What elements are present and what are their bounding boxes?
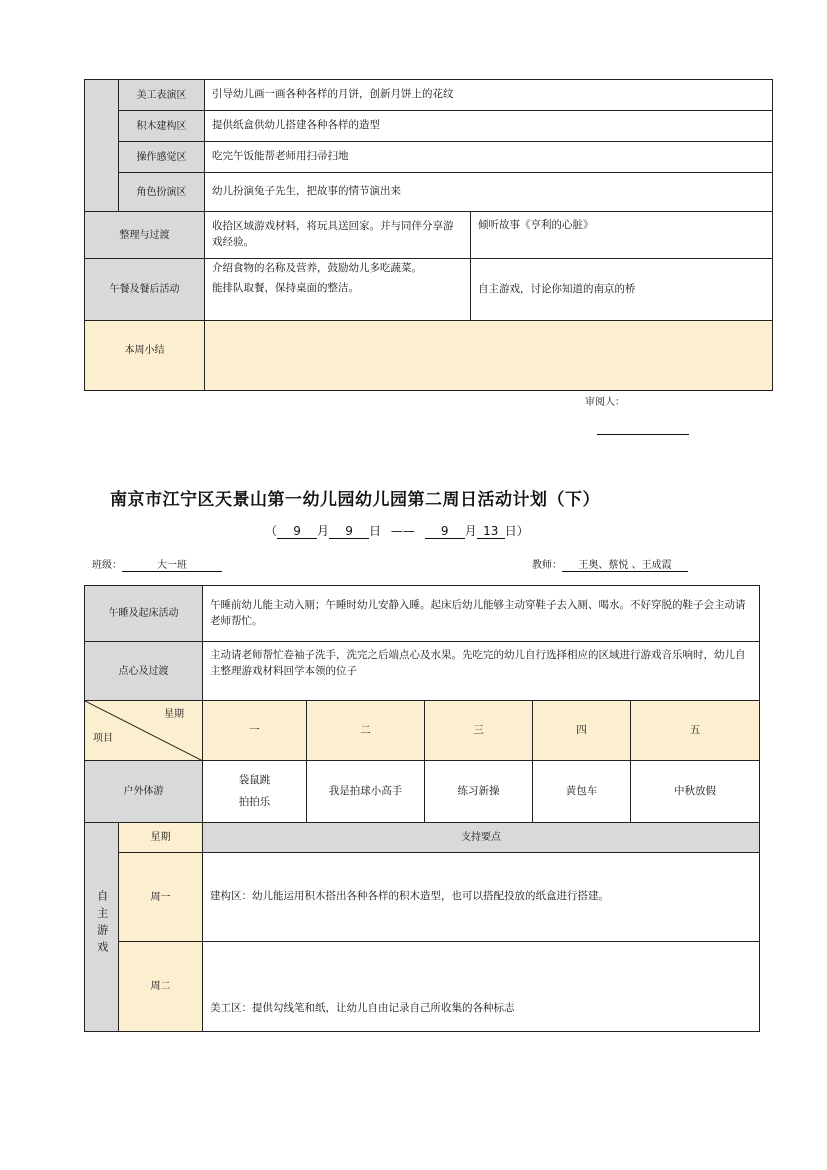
- free-play-side-text: 自主游戏: [95, 890, 109, 959]
- lunch-left-line1: 介绍食物的名称及营养，鼓励幼儿多吃蔬菜。: [212, 262, 422, 274]
- table-row: [85, 853, 760, 942]
- day-header-mon: 一: [203, 701, 307, 761]
- outdoor-wed: 练习新操: [425, 761, 533, 823]
- nap-label: 午睡及起床活动: [85, 586, 203, 642]
- table-row: [85, 761, 760, 823]
- end-day: 13: [477, 524, 505, 539]
- lunch-label: 午餐及餐后活动: [85, 259, 205, 321]
- table-row: [85, 642, 760, 701]
- nap-content: 午睡前幼儿能主动入厕；午睡时幼儿安静入睡。起床后幼儿能够主动穿鞋子去入厕、喝水。不好穿脱的鞋子会主动请老师帮忙。: [203, 586, 760, 642]
- lunch-left-line2: 能排队取餐，保持桌面的整洁。: [212, 281, 359, 294]
- daily-plan-table: [84, 585, 760, 1032]
- table-row: [85, 586, 760, 642]
- teacher-value: 王奥、蔡悦 、王成霞: [562, 556, 688, 572]
- free-play-side-label: [85, 823, 119, 1032]
- class-label: 班级：: [92, 560, 122, 571]
- outdoor-mon-line1: 袋鼠跳: [238, 773, 271, 786]
- reviewer-signature-line[interactable]: [597, 434, 689, 435]
- date-range: [265, 522, 529, 539]
- table-row: [85, 142, 773, 173]
- class-info: [92, 556, 222, 572]
- date-close: ）: [516, 524, 529, 538]
- free-play-day: 周二: [119, 942, 203, 1032]
- reviewer-label: 审阅人：: [585, 397, 625, 408]
- table-row: [85, 111, 773, 142]
- lunch-left: [205, 259, 471, 321]
- outdoor-mon: [203, 761, 307, 823]
- outdoor-mon-line2: 拍拍乐: [238, 795, 271, 808]
- free-play-content: 美工区：提供勾线笔和纸，让幼儿自由记录自己所收集的各种标志: [203, 942, 760, 1032]
- page-title: 南京市江宁区天景山第一幼儿园幼儿园第二周日活动计划（下）: [110, 490, 600, 510]
- area-label: 操作感觉区: [119, 142, 205, 173]
- snack-content: 主动请老师帮忙卷袖子洗手，洗完之后端点心及水果。先吃完的幼儿自行选择相应的区域进行游戏音乐响时，幼儿自主整理游戏材料回学本领的位子: [203, 642, 760, 701]
- area-label: 美工表演区: [119, 80, 205, 111]
- free-play-day: 周一: [119, 853, 203, 942]
- table-row: [85, 212, 773, 259]
- free-play-points-header: 支持要点: [203, 823, 760, 853]
- day-header-wed: 三: [425, 701, 533, 761]
- snack-label: 点心及过渡: [85, 642, 203, 701]
- table-row: [85, 321, 773, 391]
- area-content: 幼儿扮演兔子先生，把故事的情节演出来: [205, 173, 773, 212]
- weekday-header-label: 星期: [164, 709, 184, 720]
- free-play-content: 建构区：幼儿能运用积木搭出各种各样的积木造型，也可以搭配投放的纸盒进行搭建。: [203, 853, 760, 942]
- teacher-info: [532, 556, 688, 572]
- teacher-label: 教师：: [532, 560, 562, 571]
- area-group-cell: [85, 80, 119, 212]
- table-row: [85, 823, 760, 853]
- transition-label: 整理与过渡: [85, 212, 205, 259]
- area-label: 积木建构区: [119, 111, 205, 142]
- date-open: （: [265, 524, 278, 538]
- top-plan-table: [84, 79, 773, 391]
- transition-left: 收拾区域游戏材料，将玩具送回家。并与同伴分享游戏经验。: [205, 212, 471, 259]
- class-value: 大一班: [122, 556, 222, 572]
- summary-label: 本周小结: [85, 321, 205, 391]
- free-play-day-header: 星期: [119, 823, 203, 853]
- table-row: [85, 259, 773, 321]
- item-header-label: 项目: [93, 733, 113, 744]
- week-header-cell: [85, 701, 203, 761]
- table-row: [85, 80, 773, 111]
- outdoor-thu: 黄包车: [533, 761, 631, 823]
- day-header-thu: 四: [533, 701, 631, 761]
- end-month: 9: [425, 524, 465, 539]
- outdoor-fri: 中秋放假: [631, 761, 760, 823]
- start-month: 9: [277, 524, 317, 539]
- start-day: 9: [329, 524, 369, 539]
- transition-right: 倾听故事《亨利的心脏》: [471, 212, 773, 259]
- day-char: 日: [504, 524, 517, 538]
- summary-content[interactable]: [205, 321, 773, 391]
- outdoor-label: 户外体游: [85, 761, 203, 823]
- table-row: [85, 173, 773, 212]
- outdoor-tue: 我是拍球小高手: [307, 761, 425, 823]
- date-dash: ——: [390, 524, 415, 538]
- day-header-tue: 二: [307, 701, 425, 761]
- day-header-fri: 五: [631, 701, 760, 761]
- lunch-right: 自主游戏，讨论你知道的南京的桥: [471, 259, 773, 321]
- area-content: 提供纸盒供幼儿搭建各种各样的造型: [205, 111, 773, 142]
- month-char: 月: [464, 524, 477, 538]
- table-row: [85, 942, 760, 1032]
- area-content: 引导幼儿画一画各种各样的月饼，创新月饼上的花纹: [205, 80, 773, 111]
- table-row: [85, 701, 760, 761]
- area-label: 角色扮演区: [119, 173, 205, 212]
- month-char: 月: [317, 524, 330, 538]
- day-char: 日: [369, 524, 382, 538]
- area-content: 吃完午饭能帮老师用扫帚扫地: [205, 142, 773, 173]
